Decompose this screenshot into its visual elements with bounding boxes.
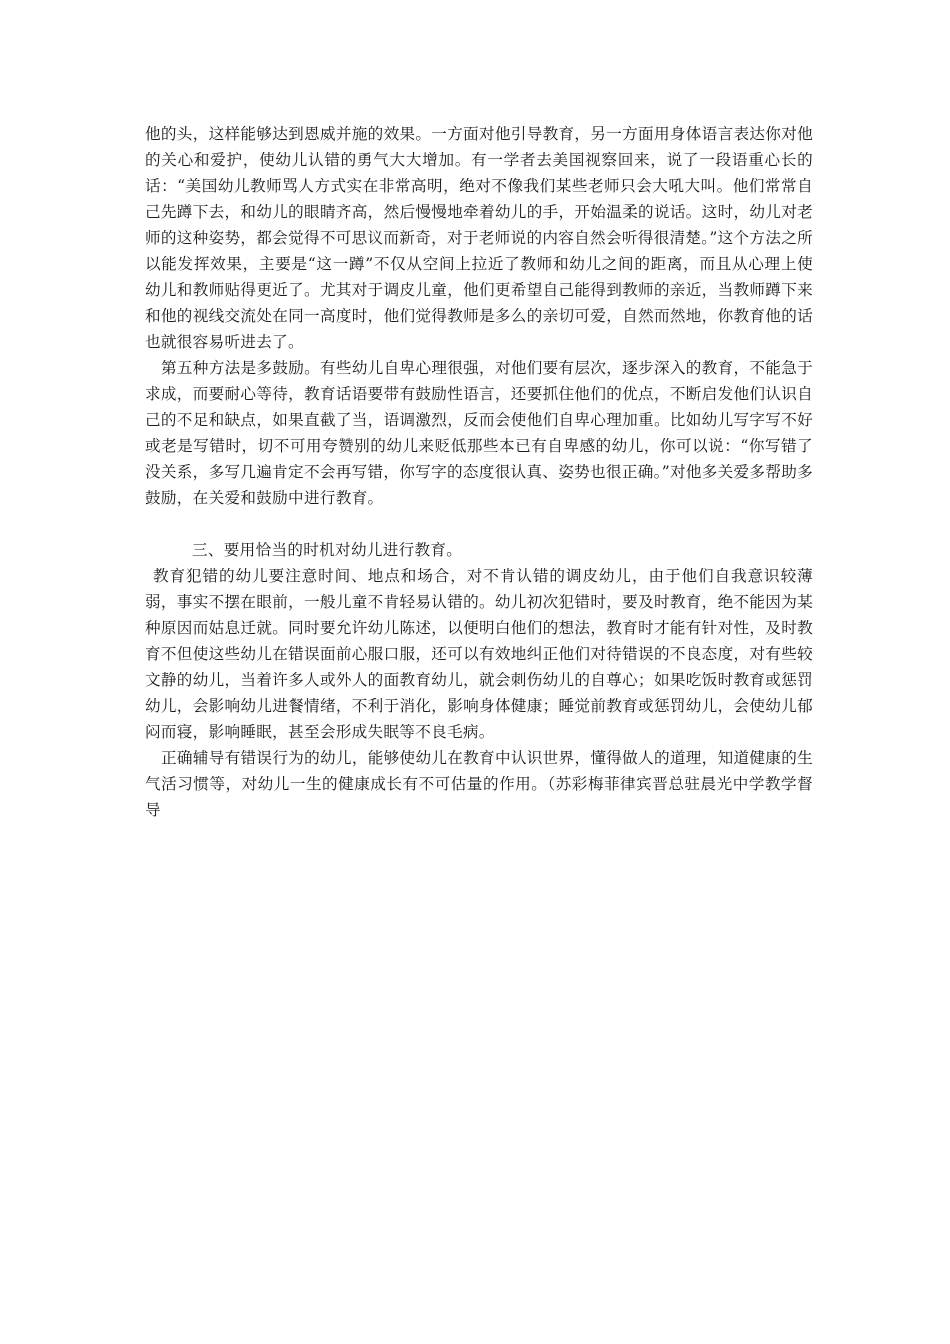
document-body (145, 121, 813, 823)
paragraph-encouragement-method: 第五种方法是多鼓励。有些幼儿自卑心理很强，对他们要有层次，逐步深入的教育，不能急于求成，而要耐心等待，教育话语要带有鼓励性语言，还要抓住他们的优点，不断启发他们认识自己的不足和缺点，如果直截了当，语调激烈，反而会使他们自卑心理加重。比如幼儿写字写不好或老是写错时，切不可用夸赞别的幼儿来贬低那些本已有自卑感的幼儿，你可以说：“你写错了没关系，多写几遍肯定不会再写错，你写字的态度很认真、姿势也很正确。”对他多关爱多帮助多鼓励，在关爱和鼓励中进行教育。 (145, 359, 814, 507)
paragraph-conclusion: 正确辅导有错误行为的幼儿，能够使幼儿在教育中认识世界，懂得做人的道理，知道健康的生气活习惯等，对幼儿一生的健康成长有不可估量的作用。（苏彩梅菲律宾晋总驻晨光中学教学督导 (145, 749, 813, 819)
paragraph-timing: 教育犯错的幼儿要注意时间、地点和场合，对不肯认错的调皮幼儿，由于他们自我意识较薄弱，事实不摆在眼前，一般儿童不肯轻易认错的。幼儿初次犯错时，要及时教育，绝不能因为某种原因而姑息迁就。同时要允许幼儿陈述，以便明白他们的想法，教育时才能有针对性，及时教育不但使这些幼儿在错误面前心服口服，还可以有效地纠正他们对待错误的不良态度，对有些较文静的幼儿，当着许多人或外人的面教育幼儿，就会刺伤幼儿的自尊心；如果吃饭时教育或惩罚幼儿，会影响幼儿进餐情绪，不利于消化，影响身体健康；睡觉前教育或惩罚幼儿，会使幼儿郁闷而寝，影响睡眠，甚至会形成失眠等不良毛病。 (145, 567, 813, 741)
paragraph-squat-method: 他的头，这样能够达到恩威并施的效果。一方面对他引导教育，另一方面用身体语言表达你对他的关心和爱护，使幼儿认错的勇气大大增加。有一学者去美国视察回来，说了一段语重心长的话：“美国幼儿教师骂人方式实在非常高明，绝对不像我们某些老师只会大吼大叫。他们常常自己先蹲下去，和幼儿的眼睛齐高，然后慢慢地牵着幼儿的手，开始温柔的说话。这时，幼儿对老师的这种姿势，都会觉得不可思议而新奇，对于老师说的内容自然会听得很清楚。”这个方法之所以能发挥效果，主要是“这一蹲”不仅从空间上拉近了教师和幼儿之间的距离，而且从心理上使幼儿和教师贴得更近了。尤其对于调皮儿童，他们更希望自己能得到教师的亲近，当教师蹲下来和他的视线交流处在同一高度时，他们觉得教师是多么的亲切可爱，自然而然地，你教育他的话也就很容易听进去了。 (145, 125, 814, 351)
section-heading-timing: 三、要用恰当的时机对幼儿进行教育。 (192, 541, 463, 559)
